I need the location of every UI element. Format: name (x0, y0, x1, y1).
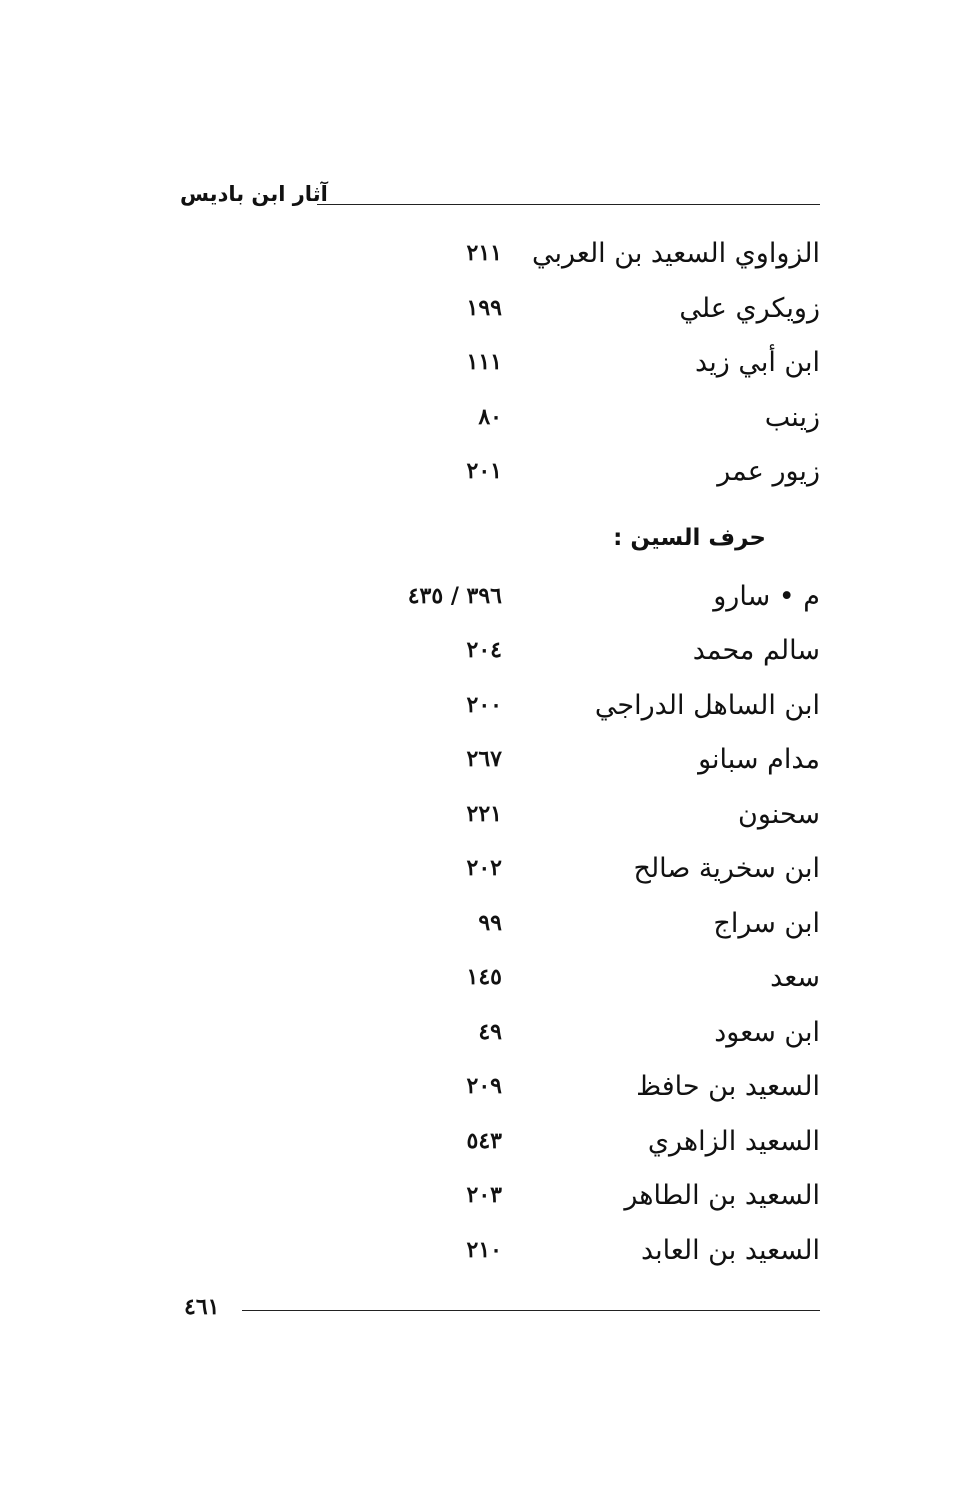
entry-pages: ١٤٥ (466, 964, 502, 990)
entry-pages: ٢٠٩ (466, 1073, 502, 1099)
section-heading-row (0, 521, 956, 575)
footer-rule (242, 1310, 820, 1311)
entry-pages: ٩٩ (478, 909, 502, 936)
entry-name: السعيد الزاهري (647, 1125, 820, 1157)
entry-name: ابن سعود (714, 1016, 820, 1048)
index-entry (0, 287, 956, 342)
index-entry (0, 232, 956, 287)
index-entry (0, 1229, 956, 1284)
index-entry (0, 629, 956, 684)
entry-name: السعيد بن العابد (640, 1234, 820, 1266)
entry-pages: ٢٠٣ (466, 1182, 502, 1208)
entry-pages: ٢١٠ (466, 1236, 502, 1263)
index-entry (0, 1174, 956, 1229)
entry-name: ابن أبي زيد (695, 347, 820, 378)
entry-pages: ٢٠١ (466, 458, 502, 484)
entry-name: ابن الساهل الدراجي (594, 689, 820, 721)
entry-name: السعيد بن الطاهر (624, 1180, 820, 1211)
entry-pages: ٨٠ (478, 403, 502, 430)
entry-pages: ١٩٩ (466, 294, 502, 321)
index-entry (0, 956, 956, 1011)
page-footer (180, 1294, 820, 1318)
entry-pages: ١١١ (466, 349, 502, 375)
entry-pages: ٤٩ (478, 1018, 502, 1045)
index-entry (0, 341, 956, 396)
entry-name: زينب (764, 401, 820, 433)
index-list (0, 232, 956, 1283)
index-entry (0, 1120, 956, 1175)
page-number: ٤٦١ (184, 1294, 220, 1320)
entry-name: ابن سراج (713, 907, 820, 939)
entry-name: ابن سخرية صالح (633, 853, 820, 884)
entry-pages: ٢٠٠ (466, 691, 502, 718)
index-entry (0, 575, 956, 630)
book-title: آثار ابن باديس (180, 182, 328, 206)
index-entry (0, 396, 956, 451)
index-entry (0, 793, 956, 848)
entry-pages: ٢٠٢ (466, 855, 502, 881)
entry-pages: ٢٦٧ (466, 746, 502, 772)
entry-name: الزواوي السعيد بن العربي (532, 238, 820, 269)
index-entry (0, 1011, 956, 1066)
entry-pages: ٢٢١ (466, 800, 502, 827)
entry-name: مدام سبانو (698, 744, 820, 775)
entry-name: سعد (770, 962, 820, 993)
index-entry (0, 450, 956, 505)
index-entry (0, 847, 956, 902)
index-entry (0, 1065, 956, 1120)
entry-name: زويكري علي (679, 292, 820, 324)
entry-name: سحنون (738, 798, 820, 830)
entry-name: زيور عمر (717, 456, 820, 487)
entry-pages: ٢٠٤ (466, 637, 502, 663)
entry-name: السعيد بن حافظ (636, 1071, 820, 1102)
index-entry (0, 902, 956, 957)
entry-pages: ٥٤٣ (466, 1127, 502, 1154)
entry-pages: ٣٩٦ / ٤٣٥ (407, 582, 502, 609)
index-entry (0, 684, 956, 739)
section-heading: حرف السين : (613, 524, 766, 551)
index-entry (0, 738, 956, 793)
entry-pages: ٢١١ (466, 240, 502, 266)
entry-name: م • سارو (713, 580, 820, 612)
entry-name: سالم محمد (692, 635, 820, 666)
running-header (180, 182, 820, 212)
header-rule (317, 204, 820, 205)
